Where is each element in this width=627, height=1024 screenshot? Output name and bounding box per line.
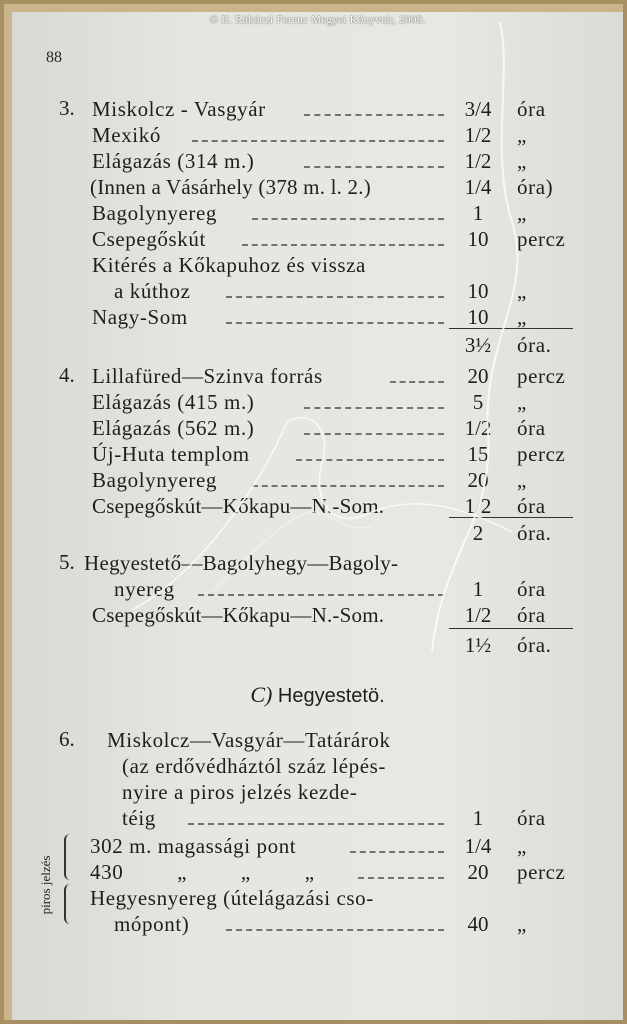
- row-value: 15: [467, 442, 489, 466]
- row-unit: „: [517, 149, 527, 173]
- row-label: téig: [122, 806, 156, 830]
- row-value: 1: [472, 577, 484, 601]
- total-value: 2: [472, 521, 484, 545]
- row-label: (Innen a Vásárhely (378 m. l. 2.): [90, 175, 371, 199]
- row-value: 1: [472, 806, 484, 830]
- row-label: Bagolynyereg: [92, 468, 217, 492]
- row-value: 1/2: [464, 416, 492, 440]
- row-label: nyire a piros jelzés kezde-: [122, 780, 358, 804]
- paper-crease: [12, 12, 623, 1020]
- row-label: Lillafüred—Szinva forrás: [92, 364, 323, 388]
- total-value: 3½: [464, 333, 492, 357]
- row-label: Miskolcz—Vasgyár—Tatárárok: [107, 728, 391, 752]
- row-unit: óra: [517, 416, 546, 440]
- route-number: 5.: [59, 550, 75, 574]
- row-value: 10: [467, 227, 489, 251]
- row-label: Bagolynyereg: [92, 201, 217, 225]
- row-label: Csepegőskút—Kőkapu—N.-Som.: [92, 603, 385, 627]
- row-value: 5: [472, 390, 484, 414]
- row-value: 3/4: [464, 97, 492, 121]
- row-value: 1/2: [464, 494, 492, 518]
- row-unit: percz: [517, 227, 566, 251]
- row-unit: „: [517, 390, 527, 414]
- row-unit: „: [517, 468, 527, 492]
- row-unit: „: [517, 123, 527, 147]
- watermark: © II. Rákóczi Ferenc Megyei Könyvtár, 2009.: [209, 14, 426, 26]
- section-title: Hegyestetö.: [277, 685, 385, 707]
- row-unit: óra: [517, 97, 546, 121]
- route-number: 6.: [59, 727, 75, 751]
- page-number: 88: [46, 49, 62, 66]
- row-unit: „: [517, 834, 527, 858]
- row-label: a kúthoz: [114, 279, 191, 303]
- row-value: 10: [467, 279, 489, 303]
- row-label: Elágazás (415 m.): [92, 390, 255, 414]
- section-letter: C): [250, 682, 273, 707]
- row-unit: óra: [517, 806, 546, 830]
- route-number: 3.: [59, 96, 75, 120]
- row-unit: percz: [517, 442, 566, 466]
- row-value: 20: [467, 468, 489, 492]
- row-unit: „: [517, 201, 527, 225]
- row-unit: percz: [517, 364, 566, 388]
- row-label: Miskolcz - Vasgyár: [92, 97, 266, 121]
- row-label: nyereg: [114, 577, 175, 601]
- total-unit: óra.: [517, 633, 552, 657]
- row-label: 302 m. magassági pont: [90, 834, 297, 858]
- route-number: 4.: [59, 363, 75, 387]
- total-value: 1½: [464, 633, 492, 657]
- row-label: Csepegőskút: [92, 227, 206, 251]
- row-unit: óra: [517, 603, 546, 627]
- row-unit: óra: [517, 577, 546, 601]
- row-label: mópont): [114, 912, 190, 936]
- row-value: 1/4: [464, 175, 492, 199]
- row-value: 20: [467, 364, 489, 388]
- row-value: 1/2: [464, 123, 492, 147]
- row-value: 1: [472, 201, 484, 225]
- row-label: Mexikó: [92, 123, 161, 147]
- row-unit: óra): [517, 175, 554, 199]
- row-label: (az erdővédháztól száz lépés-: [122, 754, 387, 778]
- row-unit: „: [517, 279, 527, 303]
- row-unit: óra: [517, 494, 546, 518]
- row-label: Új-Huta templom: [92, 442, 250, 466]
- row-label: Hegyestető—Bagolyhegy—Bagoly-: [84, 551, 399, 575]
- row-label: 430 „ „ „: [90, 860, 315, 884]
- row-unit: „: [517, 912, 527, 936]
- book-page: [12, 12, 623, 1020]
- row-label: Kitérés a Kőkapuhoz és vissza: [92, 253, 366, 277]
- row-label: Nagy-Som: [92, 305, 188, 329]
- total-unit: óra.: [517, 521, 552, 545]
- row-unit: „: [517, 305, 527, 329]
- row-label: Hegyesnyereg (útelágazási cso-: [90, 886, 374, 910]
- row-value: 1/4: [464, 834, 492, 858]
- row-label: Elágazás (562 m.): [92, 416, 255, 440]
- row-label: Csepegőskút—Kőkapu—N.-Som.: [92, 494, 385, 518]
- side-label: piros jelzés: [38, 855, 53, 915]
- row-unit: percz: [517, 860, 566, 884]
- row-label: Elágazás (314 m.): [92, 149, 255, 173]
- row-value: 10: [467, 305, 489, 329]
- row-value: 1/2: [464, 149, 492, 173]
- row-value: 40: [467, 912, 489, 936]
- row-value: 20: [467, 860, 489, 884]
- total-unit: óra.: [517, 333, 552, 357]
- row-value: 1/2: [464, 603, 492, 627]
